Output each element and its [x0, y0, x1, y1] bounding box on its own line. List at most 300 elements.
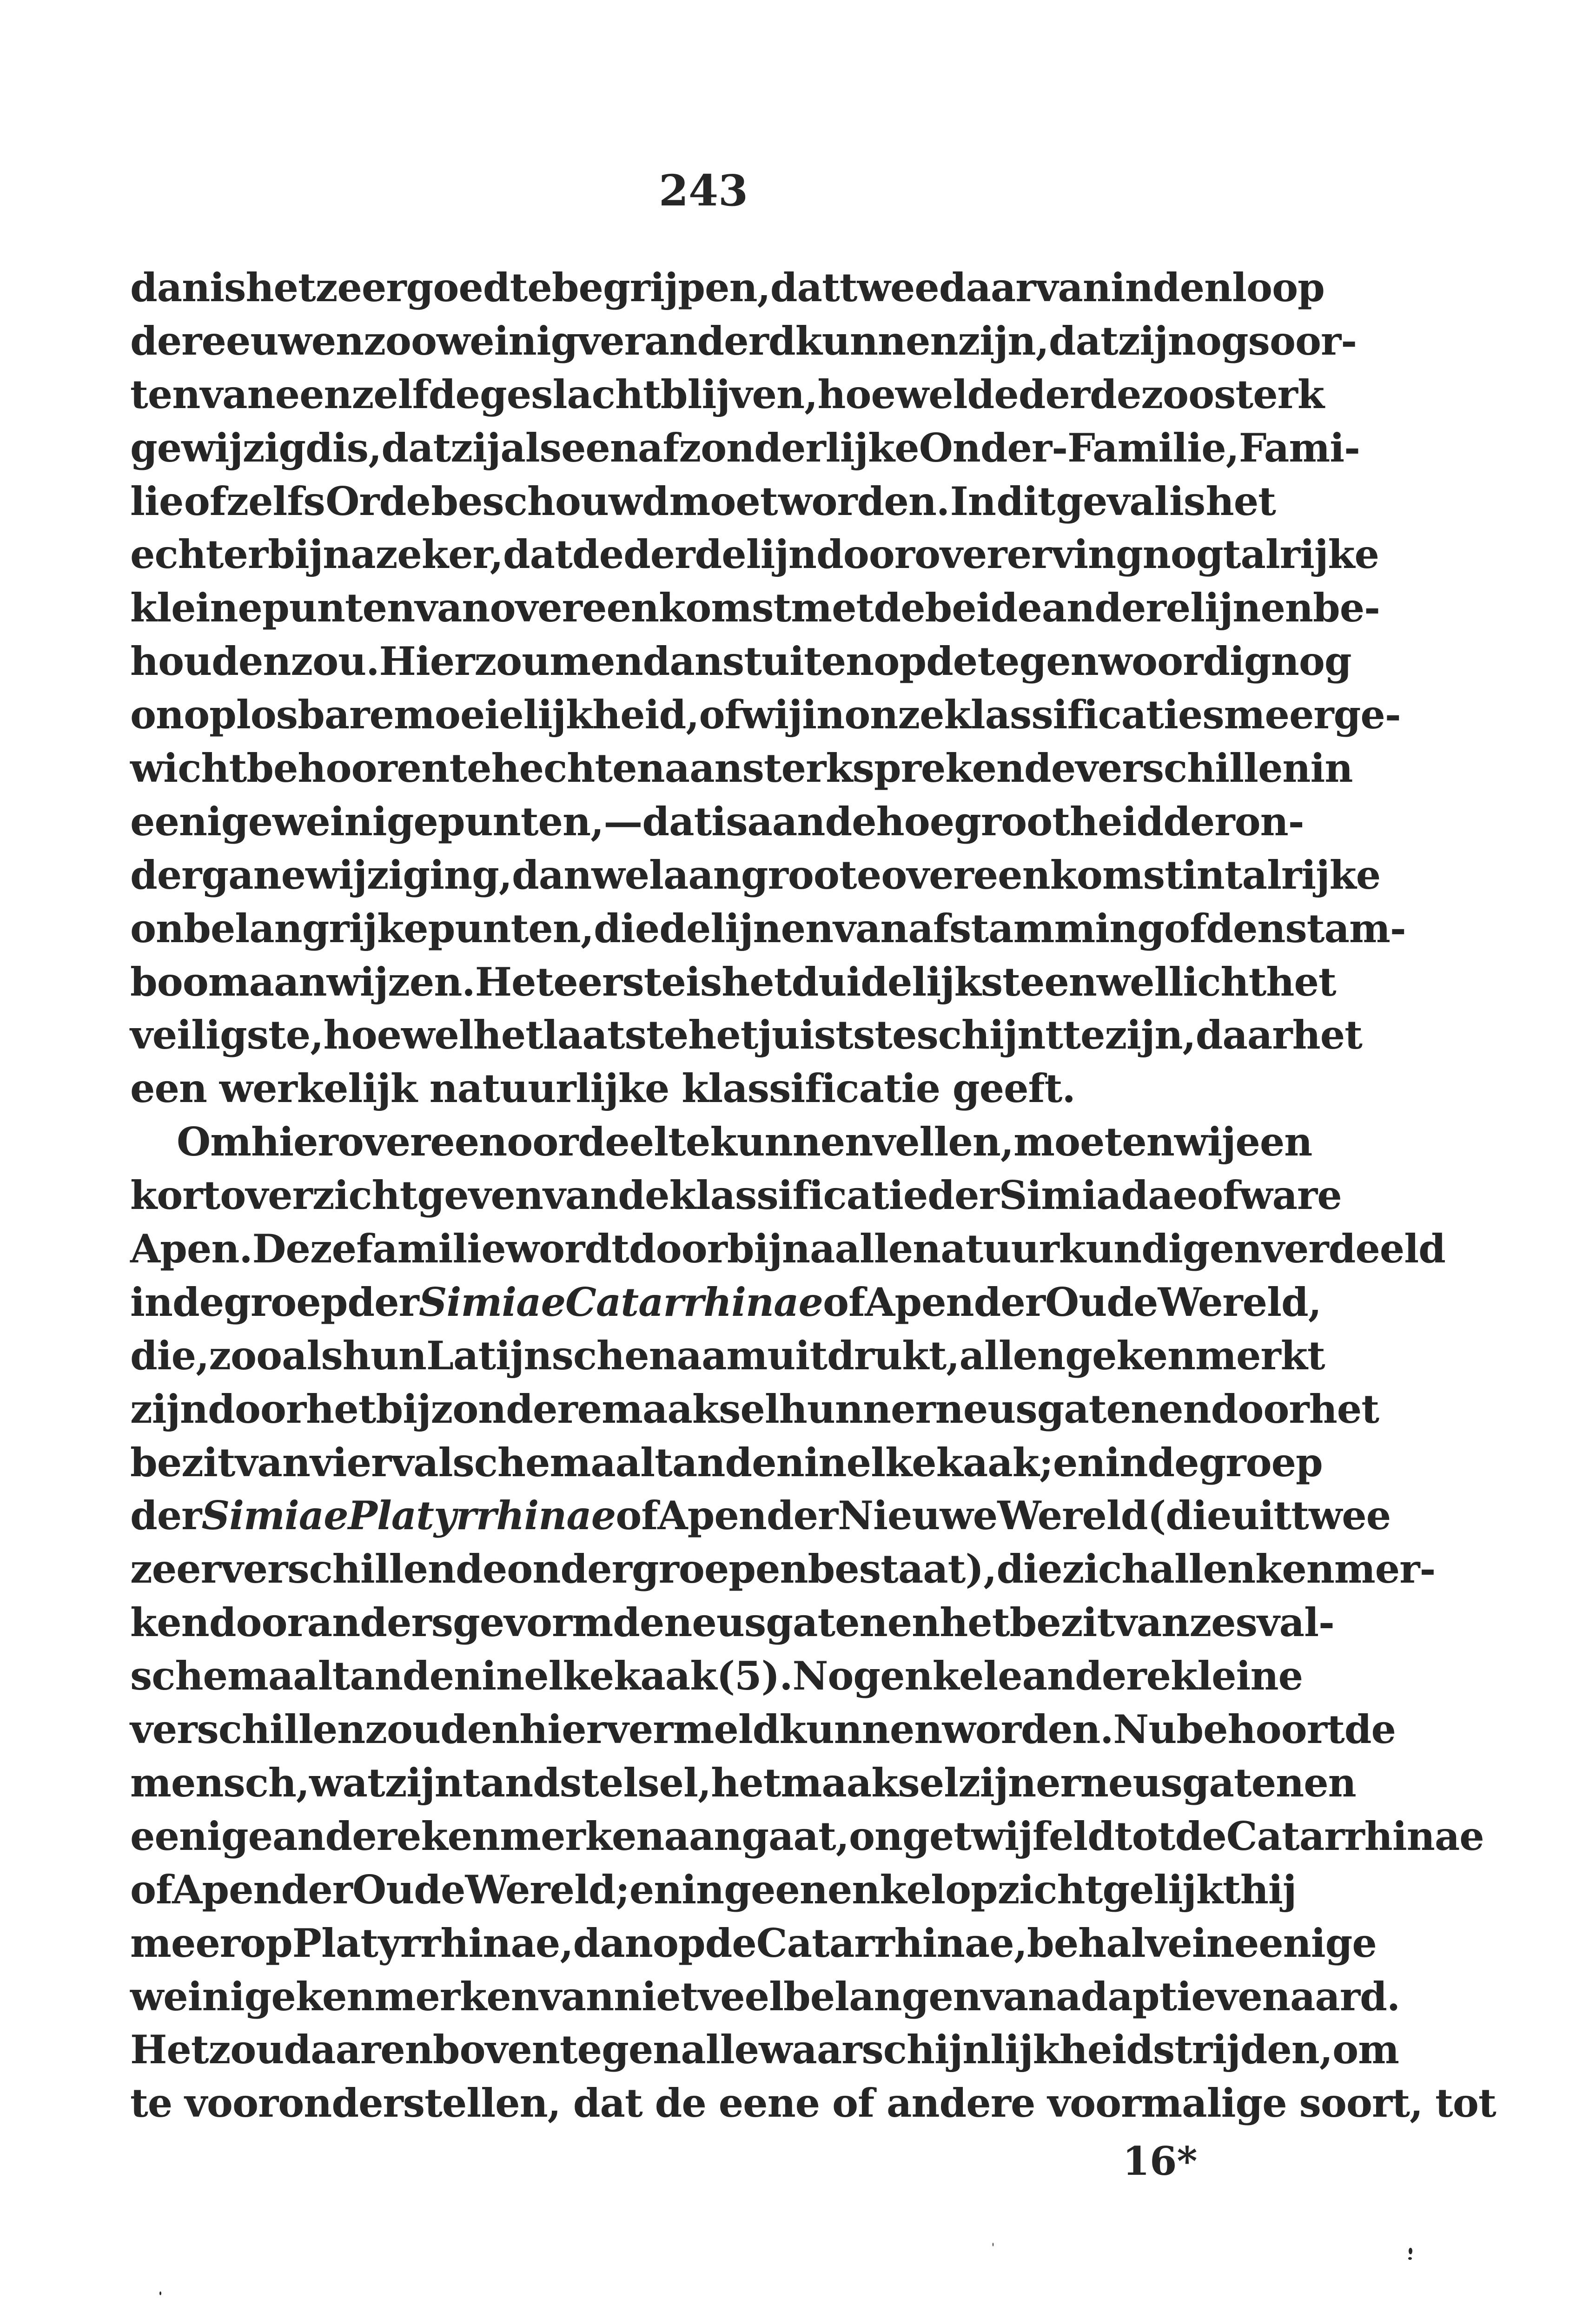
text-line [130, 2023, 1399, 2077]
word: en [1044, 958, 1097, 1005]
word: men [550, 638, 643, 685]
word: opzicht [945, 1866, 1103, 1913]
word: nog [1271, 638, 1351, 685]
word: Catarrhinae, [756, 1920, 1027, 1966]
word: boom [130, 958, 249, 1005]
word: afstamming [908, 905, 1165, 951]
word: waarschijnlijkheid [759, 2027, 1153, 2073]
word: moet [669, 478, 778, 524]
word: der [1163, 798, 1235, 845]
word: groep [224, 1279, 348, 1325]
word: hun [342, 1332, 426, 1379]
text-line-words [130, 635, 1351, 688]
word: kunnen [710, 1119, 873, 1165]
word: het [245, 264, 316, 310]
word: en [928, 1973, 981, 2020]
word: geeft. [952, 1065, 1075, 1112]
word: en [1053, 1439, 1106, 1486]
word: gelijkt [1102, 1866, 1240, 1913]
word: Platyrrhinae, [292, 1920, 573, 1966]
word: Apen [865, 1279, 974, 1325]
word: behalve [1026, 1920, 1192, 1966]
word: juistste [758, 1012, 917, 1058]
word: Het [475, 958, 554, 1005]
word: geen [724, 1866, 828, 1913]
text-line [130, 1917, 1377, 1970]
text-line [130, 1062, 1276, 1116]
text-line-words [177, 1116, 1312, 1169]
word: in [130, 1279, 172, 1325]
text-line-words [130, 1436, 1323, 1490]
word: nog [1167, 317, 1248, 364]
word: meer [1224, 692, 1334, 738]
word: groep [1199, 1439, 1323, 1486]
word: tegenwoordig [977, 638, 1271, 685]
word: de [655, 2080, 706, 2126]
word: uit [1231, 1492, 1291, 1539]
word: dit [996, 478, 1055, 524]
word: natuurlijke [429, 1065, 669, 1112]
word: kenmer- [1255, 1546, 1436, 1592]
word: voormalige [1047, 2080, 1287, 2126]
word: dat [642, 798, 712, 845]
word: die [594, 905, 660, 951]
word: door [629, 1226, 727, 1272]
text-line [130, 1329, 1325, 1383]
word: loop [1232, 264, 1324, 310]
word: oordeel [507, 1119, 669, 1165]
text-line-words [130, 1222, 1445, 1276]
paragraph [130, 1116, 1496, 2130]
word: dat [770, 264, 840, 310]
italic-word: Simiae [418, 1279, 566, 1325]
word: vellen, [873, 1119, 1014, 1165]
word: verschillende [220, 1546, 507, 1592]
word: dan [130, 264, 210, 310]
word: overzicht [220, 1172, 417, 1219]
italic-word: Simiae [201, 1492, 348, 1539]
page-number: 243 [658, 165, 748, 216]
word: Latijnsche [426, 1332, 649, 1379]
word: hoewel [323, 1012, 473, 1058]
word: van [980, 1973, 1056, 2020]
word: het [688, 1012, 758, 1058]
word: zij [450, 424, 501, 471]
word: werkelijk [219, 1065, 417, 1112]
word: of [130, 1866, 172, 1913]
text-line-words [130, 1009, 1362, 1062]
word: overerving [914, 531, 1143, 578]
word: klassificatie [669, 1172, 928, 1219]
word: beschouwd [431, 478, 669, 524]
text-line-words [130, 795, 1304, 849]
word: Oude [1045, 1279, 1158, 1325]
text-line-words [130, 849, 1381, 902]
word: schijnt [916, 1012, 1063, 1058]
text-line [130, 1116, 1312, 1169]
paragraph [130, 261, 1406, 1116]
word: Simiadae [999, 1172, 1198, 1219]
word: mensch, [130, 1759, 310, 1806]
word: natuurkundigen [913, 1226, 1262, 1272]
word: daarvan [939, 264, 1111, 310]
word: eene [718, 2080, 820, 2126]
word: belang [783, 1973, 929, 2020]
word: gewijzigd [130, 424, 332, 471]
word: moeten [1013, 1119, 1174, 1165]
word: van [538, 1973, 614, 2020]
word: op [874, 638, 927, 685]
text-line [130, 849, 1381, 902]
word: zelfs [226, 478, 325, 524]
word: moeielijkheid, [393, 692, 699, 738]
word: goed [406, 264, 510, 310]
word: gevormde [453, 1599, 664, 1646]
text-line-words [130, 1810, 1484, 1863]
word: echter [130, 531, 268, 578]
word: Apen [172, 1866, 281, 1913]
word: het [1292, 1012, 1362, 1058]
word: eenige [130, 1813, 273, 1859]
word: veel [698, 1973, 783, 2020]
text-line-words [130, 1543, 1436, 1596]
word: uitdrukt, [767, 1332, 960, 1379]
word: sche [130, 1653, 227, 1699]
word: op [652, 1920, 705, 1966]
word: houden [130, 638, 291, 685]
word: daar [1195, 1012, 1292, 1058]
word: overeenkomst [881, 852, 1182, 898]
word: daarenboven [284, 2027, 560, 2073]
word: klassificaties [944, 692, 1224, 738]
word: geven [417, 1172, 543, 1219]
word: in [682, 1866, 724, 1913]
scan-speck [1408, 2257, 1412, 2260]
text-line [130, 1543, 1436, 1596]
word: als [500, 424, 561, 471]
word: zeer [130, 1546, 221, 1592]
word: In [950, 478, 996, 524]
word: bezit [130, 1439, 235, 1486]
word: bijna [727, 1226, 835, 1272]
word: hierover [251, 1119, 430, 1165]
word: niet [614, 1973, 698, 2020]
word: een [561, 424, 638, 471]
word: is [1169, 478, 1205, 524]
text-line [130, 1222, 1445, 1276]
word: bezit [1009, 1599, 1115, 1646]
word: door [1211, 1386, 1309, 1432]
word: der [973, 1279, 1046, 1325]
word: zijner [958, 1759, 1080, 1806]
word: kleine [130, 585, 262, 631]
scan-speck [159, 2291, 161, 2295]
body-text [130, 261, 1496, 2130]
word: en [629, 1866, 682, 1913]
word: elke [846, 1439, 936, 1486]
text-line-words [130, 315, 1357, 368]
word: allen [959, 1332, 1066, 1379]
word: klassificatie [682, 1065, 940, 1112]
text-line [130, 475, 1276, 528]
word: dat [573, 2080, 642, 2126]
word: punten, [437, 798, 604, 845]
word: zou. [291, 638, 379, 685]
word: het [940, 1599, 1010, 1646]
word: dat [1048, 317, 1118, 364]
text-line-words [130, 1863, 1297, 1917]
word: in [1105, 1439, 1148, 1486]
word: zeker, [375, 531, 503, 578]
word: te [510, 264, 552, 310]
word: soor- [1248, 317, 1357, 364]
text-line-words [130, 1596, 1334, 1650]
word: worden. [778, 478, 950, 524]
word: de [1175, 1813, 1226, 1859]
word: lijnen [1190, 585, 1313, 631]
word: behooren [246, 745, 450, 792]
word: dergane [130, 852, 306, 898]
word: verschillen [1075, 745, 1311, 792]
word: zijn, [958, 317, 1049, 364]
word: door [208, 1386, 306, 1432]
word: tegen [559, 2027, 681, 2073]
word: andere [1022, 1653, 1171, 1699]
word: enkele [880, 1653, 1022, 1699]
word: (die [1147, 1492, 1232, 1539]
word: ken [130, 1599, 209, 1646]
text-line-words [130, 1917, 1377, 1970]
word: kaak; [936, 1439, 1053, 1486]
word: een [1235, 1119, 1312, 1165]
text-line [130, 1169, 1342, 1222]
italic-word: Platyrrhinae [348, 1492, 616, 1539]
word: of [1164, 905, 1206, 951]
word: de [825, 798, 876, 845]
word: hunner [779, 1386, 935, 1432]
word: in [1110, 264, 1153, 310]
word: Deze [252, 1226, 357, 1272]
word: twee [1291, 1492, 1391, 1539]
word: onbelangrijke [130, 905, 428, 951]
word: dat [503, 531, 572, 578]
text-line [130, 902, 1406, 956]
word: laatste [543, 1012, 689, 1058]
word: zijn [130, 1386, 208, 1432]
word: aan [664, 745, 742, 792]
word: der [347, 1279, 419, 1325]
text-line-words [130, 902, 1406, 956]
word: zij [1118, 317, 1168, 364]
text-line [130, 635, 1351, 688]
signature-mark: 16* [1122, 2138, 1198, 2184]
word: kleine [1171, 1653, 1303, 1699]
word: lijn [746, 531, 816, 578]
word: eenzelfde [275, 371, 480, 417]
word: wij [741, 692, 802, 738]
word: het [1266, 958, 1336, 1005]
word: sprekende [852, 745, 1076, 792]
word: de [659, 905, 711, 951]
word: meer [130, 1920, 240, 1966]
word: talrijke [1223, 531, 1379, 578]
word: gekenmerkt [1065, 1332, 1325, 1379]
word: door [816, 531, 915, 578]
word: sterk [742, 745, 853, 792]
word: andere [272, 1813, 421, 1859]
word: alle [681, 2027, 759, 2073]
word: tandstelsel, [462, 1759, 711, 1806]
word: aan [747, 798, 825, 845]
word: aard. [1290, 1973, 1400, 2020]
text-line-words [130, 528, 1379, 581]
word: aangaat, [664, 1813, 849, 1859]
word: ongetwijfeld [849, 1813, 1114, 1859]
word: tot [1435, 2080, 1496, 2126]
word: duidelijkste [791, 958, 1045, 1005]
word: overeenkomst [490, 585, 791, 631]
word: onoplosbare [130, 692, 394, 738]
text-line-words [130, 742, 1353, 795]
word: zoo [364, 317, 437, 364]
text-line-words [130, 1489, 1391, 1543]
word: groote [741, 852, 881, 898]
word: Onder-Familie, [919, 424, 1239, 471]
text-line [130, 2077, 1496, 2130]
text-line [130, 1970, 1400, 2024]
word: kenmerken [295, 1973, 539, 2020]
text-line [130, 368, 1324, 422]
text-line [130, 1596, 1334, 1650]
word: of [699, 692, 741, 738]
word: het [306, 1386, 376, 1432]
word: in [804, 1439, 847, 1486]
word: en [887, 1599, 940, 1646]
word: het [1309, 1386, 1379, 1432]
word: Wereld; [465, 1866, 629, 1913]
word: naam [649, 1332, 768, 1379]
word: te [668, 1119, 710, 1165]
word: wordt [505, 1226, 629, 1272]
word: in [482, 1653, 524, 1699]
text-line [130, 1009, 1362, 1062]
text-line [130, 742, 1353, 795]
word: te [449, 745, 491, 792]
text-line [130, 1650, 1303, 1703]
word: der [130, 1492, 202, 1539]
word: van [235, 1439, 310, 1486]
text-line-words [130, 1169, 1342, 1222]
word: hechten [491, 745, 665, 792]
word: zes [1189, 1599, 1257, 1646]
word: veranderd [577, 317, 795, 364]
word: kaak [614, 1653, 717, 1699]
word: een [130, 1065, 207, 1112]
word: twee [839, 264, 939, 310]
word: neusgaten [1080, 1759, 1304, 1806]
word: veiligste, [130, 1012, 324, 1058]
word: Fami- [1238, 424, 1360, 471]
word: val- [1257, 1599, 1334, 1646]
text-line-words [130, 1650, 1303, 1703]
text-line-words [130, 2023, 1399, 2077]
word: te [1063, 1012, 1105, 1058]
word: maaksel [781, 1759, 959, 1806]
word: stuiten [722, 638, 874, 685]
word: bestaat), [808, 1546, 997, 1592]
word: ondergroepen [507, 1546, 808, 1592]
word: begrijpen, [551, 264, 770, 310]
word: Nieuwe [838, 1492, 998, 1539]
text-line-words [130, 1329, 1325, 1383]
word: hier [519, 1706, 607, 1753]
text-line-words [130, 422, 1360, 475]
word: verschillen [130, 1706, 365, 1753]
word: (5). [716, 1653, 793, 1699]
word: de [1147, 1439, 1199, 1486]
word: hij [1240, 1866, 1297, 1913]
word: wellicht [1096, 958, 1266, 1005]
word: op [240, 1920, 292, 1966]
word: andere [1041, 585, 1191, 631]
word: van [1114, 1599, 1190, 1646]
word: de [618, 1172, 669, 1219]
word: Orde [325, 478, 430, 524]
text-line [130, 795, 1304, 849]
word: dan [573, 1920, 653, 1966]
word: de [1344, 1706, 1396, 1753]
word: in [1192, 1920, 1234, 1966]
word: ware [1239, 1172, 1342, 1219]
word: wij [1174, 1119, 1236, 1165]
word: familie [356, 1226, 506, 1272]
word: hoegrootheid [876, 798, 1164, 845]
text-line [130, 1756, 1356, 1810]
word: of [823, 1279, 865, 1325]
word: worden. [942, 1706, 1113, 1753]
word: zou [208, 2027, 284, 2073]
word: der [927, 1172, 999, 1219]
word: strijden, [1152, 2027, 1333, 2073]
word: zooals [209, 1332, 343, 1379]
scan-speck [1409, 2248, 1412, 2254]
word: der [281, 1866, 353, 1913]
word: of [184, 478, 226, 524]
text-line [130, 1489, 1391, 1543]
word: hoewel [817, 371, 967, 417]
word: dan [512, 852, 592, 898]
word: nog [1142, 531, 1223, 578]
word: het [711, 1759, 781, 1806]
word: de [572, 531, 624, 578]
word: on- [1234, 798, 1304, 845]
word: in [1182, 852, 1225, 898]
word: neusgaten [935, 1386, 1159, 1432]
text-line [130, 422, 1360, 475]
word: Nu [1113, 1706, 1177, 1753]
word: lijnen [710, 905, 834, 951]
word: Om [177, 1119, 252, 1165]
word: wat [309, 1759, 385, 1806]
text-line-words [130, 956, 1336, 1009]
word: en [1159, 1386, 1211, 1432]
word: aan [663, 852, 741, 898]
word: elke [524, 1653, 614, 1699]
word: om [1332, 2027, 1399, 2073]
word: den [1152, 264, 1232, 310]
word: Wereld [997, 1492, 1148, 1539]
word: soort, [1299, 2080, 1423, 2126]
